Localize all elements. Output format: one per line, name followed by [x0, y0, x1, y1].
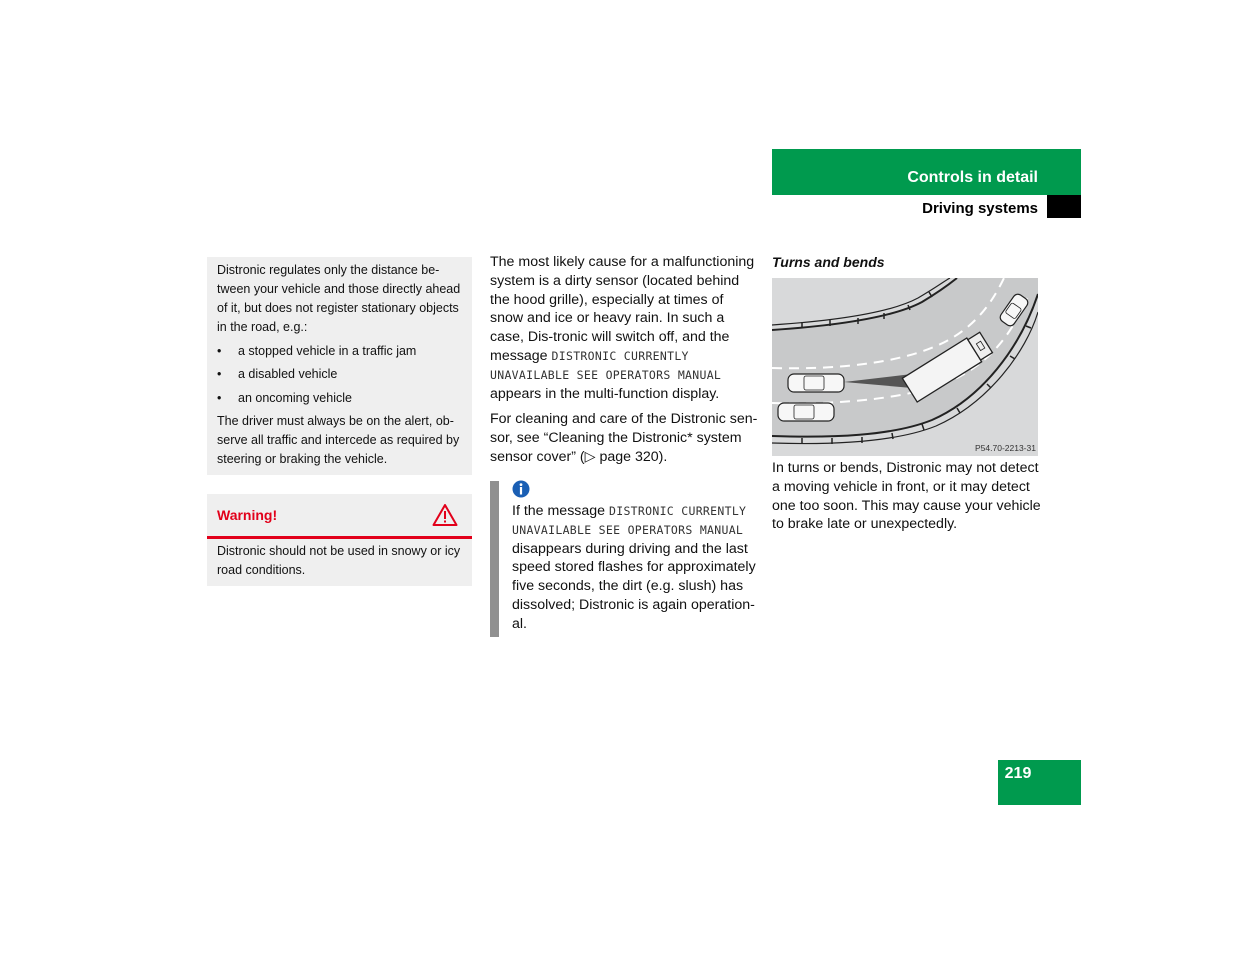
- note-outro: The driver must always be on the alert, ob-serve all traffic and intercede as required by steering or braking the vehicle.: [217, 414, 460, 466]
- warning-divider: [207, 536, 472, 539]
- info-icon: [512, 480, 530, 498]
- figure-code: P54.70-2213-31: [975, 443, 1036, 453]
- chapter-title: Controls in detail: [907, 169, 1038, 186]
- malfunction-paragraph: The most likely cause for a malfunctioning system is a dirty sensor (located behind the hood grille), especially at times of snow and ice or heavy rain. In such a case, Dis-tronic will switch off, and the message DISTRONIC CURRENTLY UNAVAILABLE SEE OPERATORS MANUAL appears in the multi-function display.: [490, 254, 755, 402]
- info-text: If the message DISTRONIC CURRENTLY UNAVAILABLE SEE OPERATORS MANUAL disappears during driving and the last speed stored flashes for approximately five seconds, the dirt (e.g. slush) has dissolved; Distronic is again operation-al.: [512, 503, 756, 632]
- warning-title: Warning!: [217, 507, 278, 523]
- warning-text: Distronic should not be used in snowy or icy road conditions.: [217, 544, 461, 577]
- warning-triangle-icon: [432, 503, 458, 527]
- cleaning-paragraph: For cleaning and care of the Distronic sen-sor, see “Cleaning the Distronic* system sensor cover” (▷ page 320).: [490, 411, 758, 465]
- turns-illustration: [772, 278, 1038, 456]
- note-bullet: • a stopped vehicle in a traffic jam: [217, 344, 417, 358]
- turns-text: In turns or bends, Distronic may not detect a moving vehicle in front, or it may detect one too soon. This may cause your vehicle to brake late or unexpectedly.: [772, 460, 1041, 533]
- page-number: 219: [1004, 765, 1032, 782]
- info-bar: [490, 481, 499, 637]
- turns-heading: Turns and bends: [772, 254, 885, 270]
- note-bullet: • a disabled vehicle: [217, 367, 338, 381]
- note-intro: Distronic regulates only the distance be-tween your vehicle and those directly ahead of it, but does not register stationary objects in the road, e.g.:: [217, 263, 461, 334]
- note-bullet: • an oncoming vehicle: [217, 391, 352, 405]
- section-title: Driving systems: [922, 200, 1038, 217]
- section-marker: [1047, 195, 1081, 218]
